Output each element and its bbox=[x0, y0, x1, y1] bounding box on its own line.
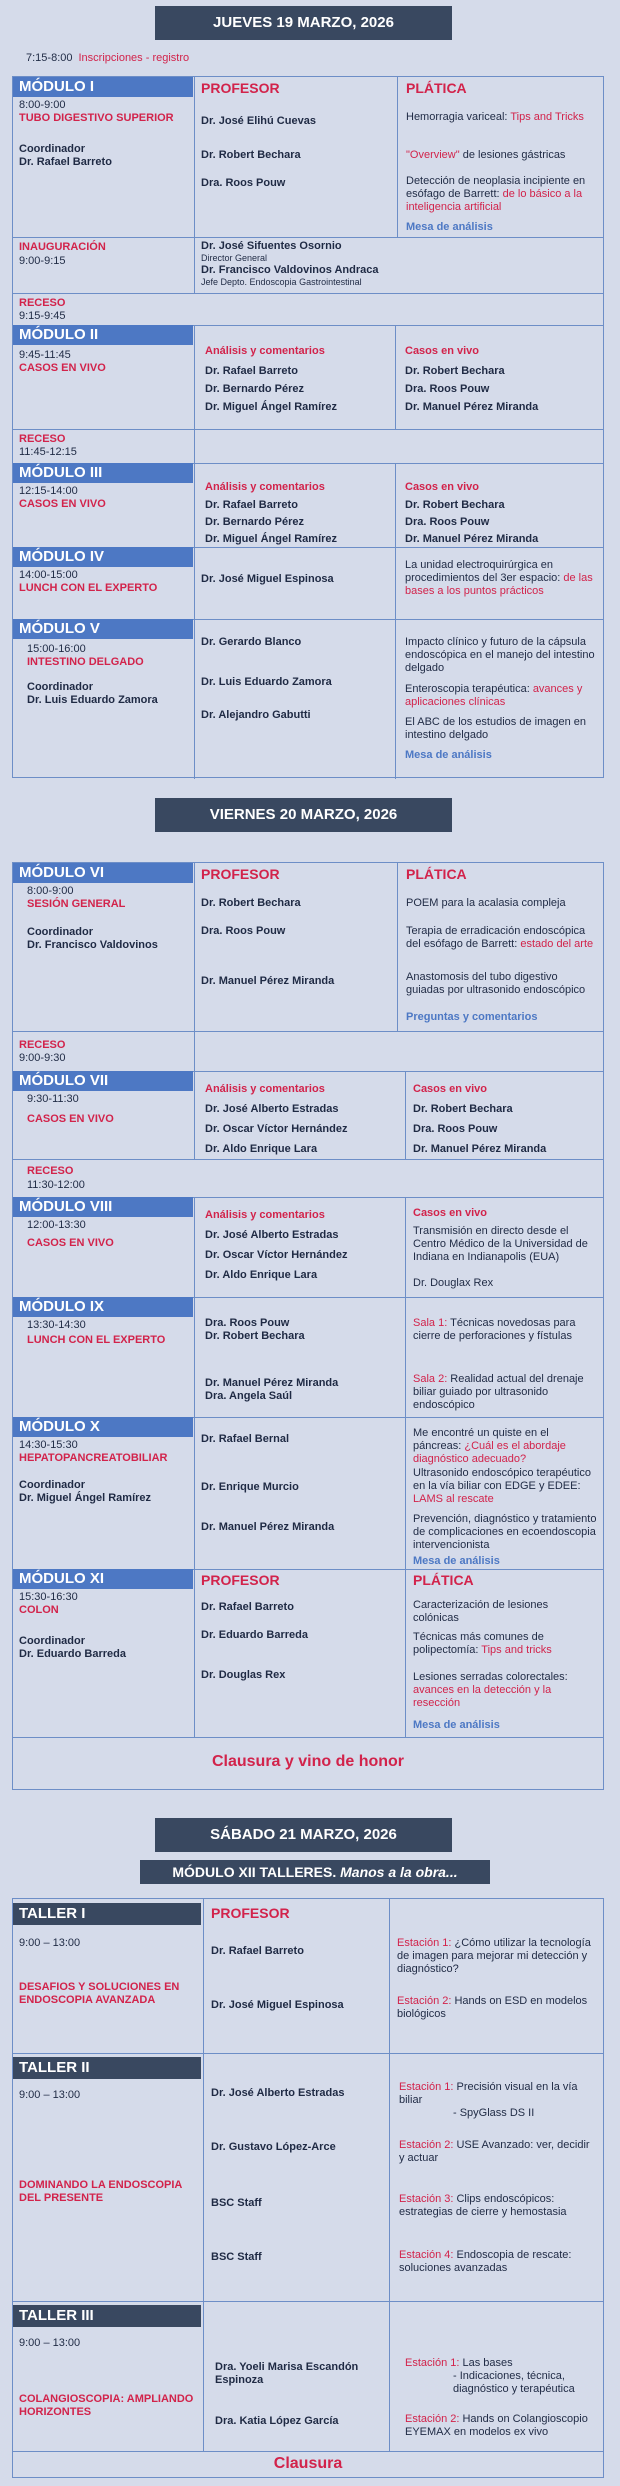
module-xii-header: MÓDULO XII TALLERES. Manos a la obra... bbox=[140, 1860, 490, 1884]
module-iv-time: 14:00-15:00 bbox=[19, 569, 78, 581]
break-time: 9:15-9:45 bbox=[19, 310, 66, 322]
module-x-talk-2: Ultrasonido endoscópico terapéutico en la vía biliar con EDGE y EDEE: LAMS al rescate bbox=[413, 1467, 591, 1505]
module-ii-commentator: Dr. Miguel Ángel Ramírez bbox=[205, 401, 338, 413]
module-x-talk-1: Me encontré un quiste en el páncreas: ¿Cuál es el abordaje diagnóstico adecuado? bbox=[413, 1427, 566, 1465]
taller-i-station-2: Estación 2: Hands on ESD en modelos biológicos bbox=[397, 1995, 588, 2020]
day2-header: VIERNES 20 MARZO, 2026 bbox=[155, 798, 452, 832]
inauguration-speaker: Dr. Francisco Valdovinos Andraca bbox=[201, 264, 379, 276]
module-ix-title: MÓDULO IX bbox=[13, 1297, 193, 1317]
module-iv-name: LUNCH CON EL EXPERTO bbox=[19, 582, 158, 594]
module-viii-commentator: Dr. Aldo Enrique Lara bbox=[205, 1269, 318, 1281]
module-xi-title: MÓDULO XI bbox=[13, 1569, 193, 1589]
break-2 bbox=[13, 429, 603, 463]
module-ii-left-header: Análisis y comentarios bbox=[205, 345, 325, 357]
module-vi-prof: Dr. Manuel Pérez Miranda bbox=[201, 975, 335, 987]
inauguration-speaker: Dr. José Sifuentes Osornio bbox=[201, 240, 342, 252]
taller-ii-station-1: Estación 1: Precisión visual en la vía biliar bbox=[399, 2081, 578, 2106]
module-iv-talk: La unidad electroquirúrgica en procedimientos del 3er espacio: de las bases a los puntos prácticos bbox=[405, 559, 593, 597]
module-vii bbox=[13, 1071, 603, 1159]
break-label: RECESO bbox=[19, 297, 66, 309]
module-ii-live-doctor: Dr. Manuel Pérez Miranda bbox=[405, 401, 539, 413]
taller-iii-time: 9:00 – 13:00 bbox=[19, 2337, 81, 2349]
module-v-prof: Dr. Luis Eduardo Zamora bbox=[201, 676, 332, 688]
day3-header: SÁBADO 21 MARZO, 2026 bbox=[155, 1818, 452, 1852]
module-i bbox=[13, 77, 603, 237]
taller-iii-prof: Dra. Yoeli Marisa Escandón Espinoza bbox=[215, 2361, 359, 2386]
module-vi-talk-2: Terapia de erradicación endoscópica del esófago de Barrett: estado del arte bbox=[406, 925, 594, 950]
break-time: 11:30-12:00 bbox=[27, 1179, 85, 1191]
module-ii-commentator: Dr. Rafael Barreto bbox=[205, 365, 298, 377]
taller-iii-name: COLANGIOSCOPIA: AMPLIANDO HORIZONTES bbox=[19, 2393, 194, 2418]
module-xi-prof: Dr. Douglas Rex bbox=[201, 1669, 286, 1681]
module-v-time: 15:00-16:00 bbox=[27, 643, 86, 655]
taller-iii-prof: Dra. Katia López García bbox=[215, 2415, 339, 2427]
module-i-prof: Dr. José Elihú Cuevas bbox=[201, 115, 316, 127]
registration-time: 7:15-8:00 bbox=[26, 52, 73, 64]
module-iv-title: MÓDULO IV bbox=[13, 547, 193, 567]
taller-iii-station-1: Estación 1: Las bases bbox=[405, 2357, 513, 2369]
break-label: RECESO bbox=[19, 433, 66, 445]
module-ix-prof: Dr. Manuel Pérez Miranda bbox=[205, 1377, 339, 1389]
module-viii-title: MÓDULO VIII bbox=[13, 1197, 193, 1217]
break-label: RECESO bbox=[19, 1039, 66, 1051]
module-vi-name: SESIÓN GENERAL bbox=[27, 898, 126, 910]
module-v-talk-2: Enteroscopia terapéutica: avances y aplicaciones clínicas bbox=[405, 683, 583, 708]
break-1 bbox=[13, 293, 603, 325]
module-i-talk-2: "Overview" de lesiones gástricas bbox=[406, 149, 566, 161]
taller-ii-prof: Dr. Gustavo López-Arce bbox=[211, 2141, 336, 2153]
break-time: 9:00-9:30 bbox=[19, 1052, 66, 1064]
module-vi-coord-label: Coordinador bbox=[27, 926, 93, 938]
module-i-talk-3: Detección de neoplasia incipiente en esófago de Barrett: de lo básico a la inteligencia artificial bbox=[406, 175, 586, 213]
inauguration-speaker-role: Director General bbox=[201, 253, 268, 263]
taller-ii-station-4: Estación 4: Endoscopia de rescate: soluciones avanzadas bbox=[399, 2249, 572, 2274]
break-time: 11:45-12:15 bbox=[19, 446, 77, 458]
module-vii-live-doctor: Dr. Robert Bechara bbox=[413, 1103, 513, 1115]
day1-schedule bbox=[12, 76, 604, 778]
module-vii-live-doctor: Dra. Roos Pouw bbox=[413, 1123, 498, 1135]
module-vii-commentator: Dr. José Alberto Estradas bbox=[205, 1103, 339, 1115]
module-xi-mesa: Mesa de análisis bbox=[413, 1719, 500, 1731]
module-i-platica-header: PLÁTICA bbox=[406, 80, 467, 96]
module-xi-time: 15:30-16:30 bbox=[19, 1591, 78, 1603]
taller-i-time: 9:00 – 13:00 bbox=[19, 1937, 81, 1949]
module-ix-sala-2: Sala 2: Realidad actual del drenaje biliar guiado por ultrasonido endoscópico bbox=[413, 1373, 584, 1411]
module-x-coord: Dr. Miguel Ángel Ramírez bbox=[19, 1492, 152, 1504]
module-vi-coord: Dr. Francisco Valdovinos bbox=[27, 939, 158, 951]
module-vii-commentator: Dr. Oscar Víctor Hernández bbox=[205, 1123, 348, 1135]
module-iii bbox=[13, 463, 603, 547]
module-iii-commentator: Dr. Bernardo Pérez bbox=[205, 516, 305, 528]
module-xi bbox=[13, 1569, 603, 1737]
module-iv-prof: Dr. José Miguel Espinosa bbox=[201, 573, 334, 585]
module-viii-broadcast: Transmisión en directo desde el Centro Médico de la Universidad de Indiana en Indianapolis (EUA) bbox=[413, 1225, 588, 1263]
taller-ii-prof: BSC Staff bbox=[211, 2197, 262, 2209]
day3-closing: Clausura bbox=[273, 2455, 343, 2472]
taller-ii-prof: Dr. José Alberto Estradas bbox=[211, 2087, 345, 2099]
break-3 bbox=[13, 1031, 603, 1071]
module-i-prof-header: PROFESOR bbox=[201, 80, 280, 96]
module-ii-live-doctor: Dra. Roos Pouw bbox=[405, 383, 490, 395]
module-x-prof: Dr. Rafael Bernal bbox=[201, 1433, 290, 1445]
module-viii-name: CASOS EN VIVO bbox=[27, 1237, 114, 1249]
module-viii-right-header: Casos en vivo bbox=[413, 1207, 487, 1219]
module-x-coord-label: Coordinador bbox=[19, 1479, 85, 1491]
module-x-title: MÓDULO X bbox=[13, 1417, 193, 1437]
module-iii-right-header: Casos en vivo bbox=[405, 481, 479, 493]
taller-ii-title: TALLER II bbox=[13, 2057, 201, 2079]
module-iii-time: 12:15-14:00 bbox=[19, 485, 78, 497]
module-v-prof: Dr. Alejandro Gabutti bbox=[201, 709, 311, 721]
module-v-coord: Dr. Luis Eduardo Zamora bbox=[27, 694, 158, 706]
module-v-name: INTESTINO DELGADO bbox=[27, 656, 144, 668]
module-vi bbox=[13, 863, 603, 1031]
taller-iii-title: TALLER III bbox=[13, 2305, 201, 2327]
taller-i bbox=[13, 1899, 603, 2053]
module-ii-title: MÓDULO II bbox=[13, 325, 193, 345]
module-iii-title: MÓDULO III bbox=[13, 463, 193, 483]
module-x-prof: Dr. Manuel Pérez Miranda bbox=[201, 1521, 335, 1533]
module-xi-prof-header: PROFESOR bbox=[201, 1572, 280, 1588]
day2-closing: Clausura y vino de honor bbox=[211, 1753, 405, 1770]
module-xi-coord: Dr. Eduardo Barreda bbox=[19, 1648, 126, 1660]
module-xi-platica-header: PLÁTICA bbox=[413, 1572, 474, 1588]
module-x-time: 14:30-15:30 bbox=[19, 1439, 78, 1451]
module-v-talk-1: Impacto clínico y futuro de la cápsula endoscópica en el manejo del intestino delgado bbox=[405, 636, 595, 674]
module-viii-commentator: Dr. Oscar Víctor Hernández bbox=[205, 1249, 348, 1261]
taller-ii-station-2: Estación 2: USE Avanzado: ver, decidir y actuar bbox=[399, 2139, 590, 2164]
module-ix-prof: Dra. Angela Saúl bbox=[205, 1390, 293, 1402]
module-i-title: MÓDULO I bbox=[13, 77, 193, 97]
taller-i-prof-header: PROFESOR bbox=[211, 1905, 290, 1921]
module-ii-commentator: Dr. Bernardo Pérez bbox=[205, 383, 305, 395]
inauguration-speaker-role: Jefe Depto. Endoscopia Gastrointestinal bbox=[201, 277, 362, 287]
module-i-coord: Dr. Rafael Barreto bbox=[19, 156, 112, 168]
module-v-prof: Dr. Gerardo Blanco bbox=[201, 636, 302, 648]
module-viii-doctor: Dr. Douglax Rex bbox=[413, 1277, 494, 1289]
module-xi-talk-3: Lesiones serradas colorectales: avances en la detección y la resección bbox=[413, 1671, 568, 1709]
day2-schedule bbox=[12, 862, 604, 1790]
break-label: RECESO bbox=[27, 1165, 74, 1177]
module-ii-name: CASOS EN VIVO bbox=[19, 362, 106, 374]
inauguration-time: 9:00-9:15 bbox=[19, 255, 66, 267]
module-ix-prof: Dra. Roos Pouw bbox=[205, 1317, 290, 1329]
module-iii-live-doctor: Dra. Roos Pouw bbox=[405, 516, 490, 528]
module-x-talk-3: Prevención, diagnóstico y tratamiento de complicaciones en ecoendoscopia intervencionista bbox=[413, 1513, 597, 1551]
taller-ii-name: DOMINANDO LA ENDOSCOPIA DEL PRESENTE bbox=[19, 2179, 182, 2204]
module-vi-talk-3: Anastomosis del tubo digestivo guiadas por ultrasonido endoscópico bbox=[406, 971, 586, 996]
module-i-name: TUBO DIGESTIVO SUPERIOR bbox=[19, 112, 174, 124]
registration-label: Inscripciones - registro bbox=[78, 52, 190, 64]
module-i-coord-label: Coordinador bbox=[19, 143, 85, 155]
module-iii-left-header: Análisis y comentarios bbox=[205, 481, 325, 493]
module-i-time: 8:00-9:00 bbox=[19, 99, 66, 111]
taller-ii-time: 9:00 – 13:00 bbox=[19, 2089, 81, 2101]
taller-iii-station-2: Estación 2: Hands on Colangioscopio EYEMAX en modelos ex vivo bbox=[405, 2413, 588, 2438]
module-xi-prof: Dr. Rafael Barreto bbox=[201, 1601, 294, 1613]
module-vii-left-header: Análisis y comentarios bbox=[205, 1083, 325, 1095]
module-ix bbox=[13, 1297, 603, 1417]
module-vi-prof: Dra. Roos Pouw bbox=[201, 925, 286, 937]
taller-ii-station-3: Estación 3: Clips endoscópicos: estrategias de cierre y hemostasia bbox=[399, 2193, 567, 2218]
module-viii-commentator: Dr. José Alberto Estradas bbox=[205, 1229, 339, 1241]
inauguration-label: INAUGURACIÓN bbox=[19, 241, 106, 253]
module-ii-right-header: Casos en vivo bbox=[405, 345, 479, 357]
module-v-coord-label: Coordinador bbox=[27, 681, 93, 693]
module-ix-time: 13:30-14:30 bbox=[27, 1319, 86, 1331]
inauguration bbox=[13, 237, 603, 293]
module-iii-live-doctor: Dr. Robert Bechara bbox=[405, 499, 505, 511]
module-i-mesa: Mesa de análisis bbox=[406, 221, 493, 233]
module-iii-commentator: Dr. Rafael Barreto bbox=[205, 499, 298, 511]
module-v-title: MÓDULO V bbox=[13, 619, 193, 639]
module-vi-title: MÓDULO VI bbox=[13, 863, 193, 883]
module-vii-title: MÓDULO VII bbox=[13, 1071, 193, 1091]
module-xi-talk-1: Caracterización de lesiones colónicas bbox=[413, 1599, 549, 1624]
taller-ii-prof: BSC Staff bbox=[211, 2251, 262, 2263]
module-x bbox=[13, 1417, 603, 1569]
module-ii-live-doctor: Dr. Robert Bechara bbox=[405, 365, 505, 377]
module-iv bbox=[13, 547, 603, 619]
module-vii-name: CASOS EN VIVO bbox=[27, 1113, 114, 1125]
day3-schedule bbox=[12, 1898, 604, 2478]
module-vii-time: 9:30-11:30 bbox=[27, 1093, 79, 1105]
module-x-mesa: Mesa de análisis bbox=[413, 1555, 500, 1567]
taller-ii bbox=[13, 2053, 603, 2301]
taller-iii bbox=[13, 2301, 603, 2451]
module-vii-right-header: Casos en vivo bbox=[413, 1083, 487, 1095]
module-x-name: HEPATOPANCREATOBILIAR bbox=[19, 1452, 168, 1464]
module-iii-live-doctor: Dr. Manuel Pérez Miranda bbox=[405, 533, 539, 545]
module-vi-prof-header: PROFESOR bbox=[201, 866, 280, 882]
module-v bbox=[13, 619, 603, 779]
taller-ii-station-1-sub: - SpyGlass DS II bbox=[453, 2107, 535, 2119]
taller-iii-station-1-sub: - Indicaciones, técnica, diagnóstico y terapéutica bbox=[453, 2370, 575, 2395]
module-i-prof: Dr. Robert Bechara bbox=[201, 149, 301, 161]
module-xi-name: COLON bbox=[19, 1604, 59, 1616]
taller-i-title: TALLER I bbox=[13, 1903, 201, 1925]
taller-i-station-1: Estación 1: ¿Cómo utilizar la tecnología de imagen para mejorar mi detección y diagnóstico? bbox=[397, 1937, 591, 1975]
break-4 bbox=[13, 1159, 603, 1197]
module-iii-name: CASOS EN VIVO bbox=[19, 498, 106, 510]
module-v-talk-3: El ABC de los estudios de imagen en intestino delgado bbox=[405, 716, 587, 741]
taller-i-prof: Dr. José Miguel Espinosa bbox=[211, 1999, 344, 2011]
taller-i-prof: Dr. Rafael Barreto bbox=[211, 1945, 304, 1957]
module-viii bbox=[13, 1197, 603, 1297]
module-vi-time: 8:00-9:00 bbox=[27, 885, 74, 897]
module-vi-preguntas: Preguntas y comentarios bbox=[406, 1011, 538, 1023]
module-x-prof: Dr. Enrique Murcio bbox=[201, 1481, 299, 1493]
module-ii-time: 9:45-11:45 bbox=[19, 349, 71, 361]
module-iii-commentator: Dr. Miguel Ángel Ramírez bbox=[205, 533, 338, 545]
module-xi-talk-2: Técnicas más comunes de polipectomía: Tips and tricks bbox=[413, 1631, 552, 1656]
registration-line bbox=[26, 52, 189, 64]
module-xi-prof: Dr. Eduardo Barreda bbox=[201, 1629, 308, 1641]
module-viii-left-header: Análisis y comentarios bbox=[205, 1209, 325, 1221]
module-vi-platica-header: PLÁTICA bbox=[406, 866, 467, 882]
module-xi-coord-label: Coordinador bbox=[19, 1635, 85, 1647]
module-viii-time: 12:00-13:30 bbox=[27, 1219, 86, 1231]
module-vi-talk-1: POEM para la acalasia compleja bbox=[406, 897, 566, 909]
module-ix-sala-1: Sala 1: Técnicas novedosas para cierre de perforaciones y fístulas bbox=[413, 1317, 576, 1342]
module-vii-commentator: Dr. Aldo Enrique Lara bbox=[205, 1143, 318, 1155]
taller-i-name: DESAFIOS Y SOLUCIONES EN ENDOSCOPIA AVANZADA bbox=[19, 1981, 180, 2006]
module-vi-prof: Dr. Robert Bechara bbox=[201, 897, 301, 909]
module-ix-prof: Dr. Robert Bechara bbox=[205, 1330, 305, 1342]
module-vii-live-doctor: Dr. Manuel Pérez Miranda bbox=[413, 1143, 547, 1155]
module-i-talk-1: Hemorragia variceal: Tips and Tricks bbox=[406, 111, 584, 123]
module-ii bbox=[13, 325, 603, 429]
day1-header: JUEVES 19 MARZO, 2026 bbox=[155, 6, 452, 40]
module-ix-name: LUNCH CON EL EXPERTO bbox=[27, 1334, 166, 1346]
module-i-prof: Dra. Roos Pouw bbox=[201, 177, 286, 189]
module-v-mesa: Mesa de análisis bbox=[405, 749, 492, 761]
